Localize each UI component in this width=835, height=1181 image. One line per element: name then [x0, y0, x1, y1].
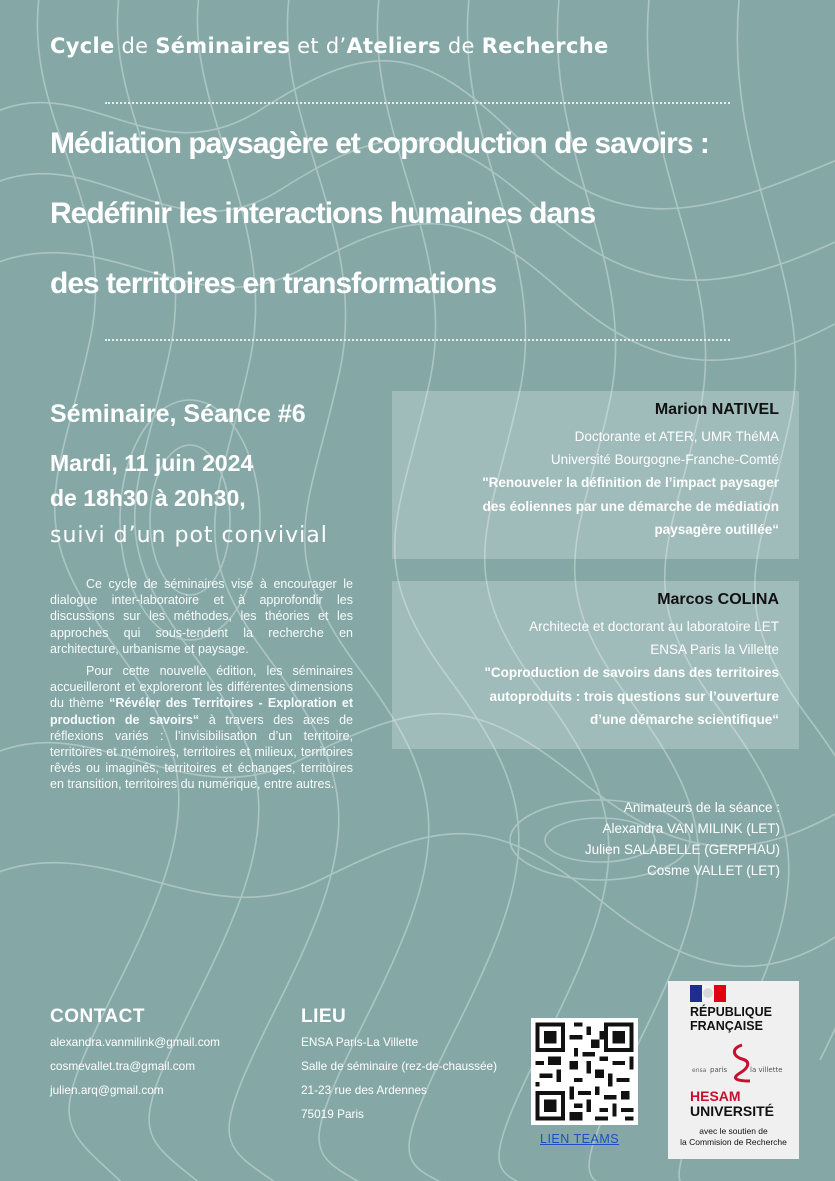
animators-block [585, 797, 780, 881]
speaker-panel-2 [392, 581, 799, 749]
animator-name: Julien SALABELLE (GERPHAU) [584, 842, 780, 857]
divider-bottom [105, 339, 730, 341]
contact-block [50, 1006, 220, 1102]
speaker-name: Marcos COLINA [657, 591, 779, 608]
intro-paragraph-1: Ce cycle de séminaires vise à encourager le dialogue inter-laboratoire et à approfondir les discussions sur les méthodes, les théories et les approches qui sous-tendent la recherche en architecture, urbanisme et paysage. [50, 577, 353, 656]
talk-title-line: paysagère outillée“ [654, 521, 779, 537]
contact-email[interactable]: julien.arq@gmail.com [50, 1083, 164, 1097]
logo-word: ensa [692, 1067, 707, 1074]
title-line-1: Médiation paysagère et coproduction de savoirs : [50, 127, 709, 160]
intro-text [50, 576, 353, 799]
republique-francaise-text: RÉPUBLIQUE FRANÇAISE [690, 1005, 772, 1033]
contact-email[interactable]: alexandra.vanmilink@gmail.com [50, 1035, 220, 1049]
contact-heading: CONTACT [50, 1006, 145, 1027]
speaker-institution: ENSA Paris la Villette [650, 642, 779, 658]
talk-title-line: des éoliennes par une démarche de médiation [482, 498, 779, 514]
location-line: 75019 Paris [301, 1107, 364, 1121]
ensa-paris-la-villette-logo [690, 1043, 790, 1083]
talk-title-line: autoproduits : trois questions sur l’ouverture [489, 688, 779, 704]
contact-email[interactable]: cosmevallet.tra@gmail.com [50, 1059, 196, 1073]
institution-logos [668, 981, 799, 1159]
animator-name: Alexandra VAN MILINK (LET) [602, 821, 780, 836]
logo-word: paris [710, 1066, 728, 1074]
title-line-3: des territoires en transformations [50, 267, 497, 300]
speaker-role: Architecte et doctorant au laboratoire LET [529, 619, 779, 634]
session-followup: suivi d’un pot convivial [50, 523, 328, 548]
marianne-logo-icon [690, 985, 726, 1002]
speaker-role: Doctorante et ATER, UMR ThéMA [574, 429, 779, 444]
logo-word: la villette [750, 1066, 783, 1074]
speaker-name: Marion NATIVEL [654, 401, 779, 418]
hesam-logo: HESAM UNIVERSITÉ [690, 1088, 775, 1119]
session-date: Mardi, 11 juin 2024 [50, 450, 254, 476]
talk-title-line: "Renouveler la définition de l’impact paysager [482, 475, 779, 491]
speaker-panel-1 [392, 391, 799, 559]
animators-label: Animateurs de la séance : [623, 800, 780, 815]
qr-code[interactable] [531, 1018, 638, 1125]
location-heading: LIEU [301, 1006, 347, 1027]
title-line-2: Redéfinir les interactions humaines dans [50, 197, 596, 230]
location-line: ENSA Paris-La Villette [301, 1035, 419, 1049]
support-text: avec le soutien de la Commision de Recherche [680, 1126, 787, 1147]
divider-top [105, 102, 730, 104]
talk-title-line: d’une démarche scientifique“ [589, 711, 779, 727]
animator-name: Cosme VALLET (LET) [646, 863, 780, 878]
teams-link[interactable]: LIEN TEAMS [540, 1132, 620, 1146]
talk-title-line: "Coproduction de savoirs dans des territoires [484, 665, 779, 681]
session-label: Séminaire, Séance #6 [50, 400, 306, 428]
session-time: de 18h30 à 20h30, [50, 485, 246, 511]
series-title: Cycle de Séminaires et d’Ateliers de Recherche [50, 34, 609, 58]
location-line: 21-23 rue des Ardennes [301, 1083, 427, 1097]
theme-title: “Révéler des Territoires - Exploration et production de savoirs“ [50, 696, 353, 727]
speaker-institution: Université Bourgogne-Franche-Comté [550, 452, 779, 468]
location-block [301, 1006, 497, 1126]
intro-paragraph-2: Pour cette nouvelle édition, les séminaires accueilleront et exploreront les différentes dimensions du thème “Révéler des Territoires - Exploration et production de savoirs“ à travers des axes de réflexions variés : l’invisibilisation d’un territoire, territoires et mémoires, territoires et milieux, territoires rêvés ou imaginés, territoires et échanges, territoires en transition, territoires du numérique, entre autres. [50, 664, 353, 792]
location-line: Salle de séminaire (rez-de-chaussée) [301, 1059, 498, 1073]
